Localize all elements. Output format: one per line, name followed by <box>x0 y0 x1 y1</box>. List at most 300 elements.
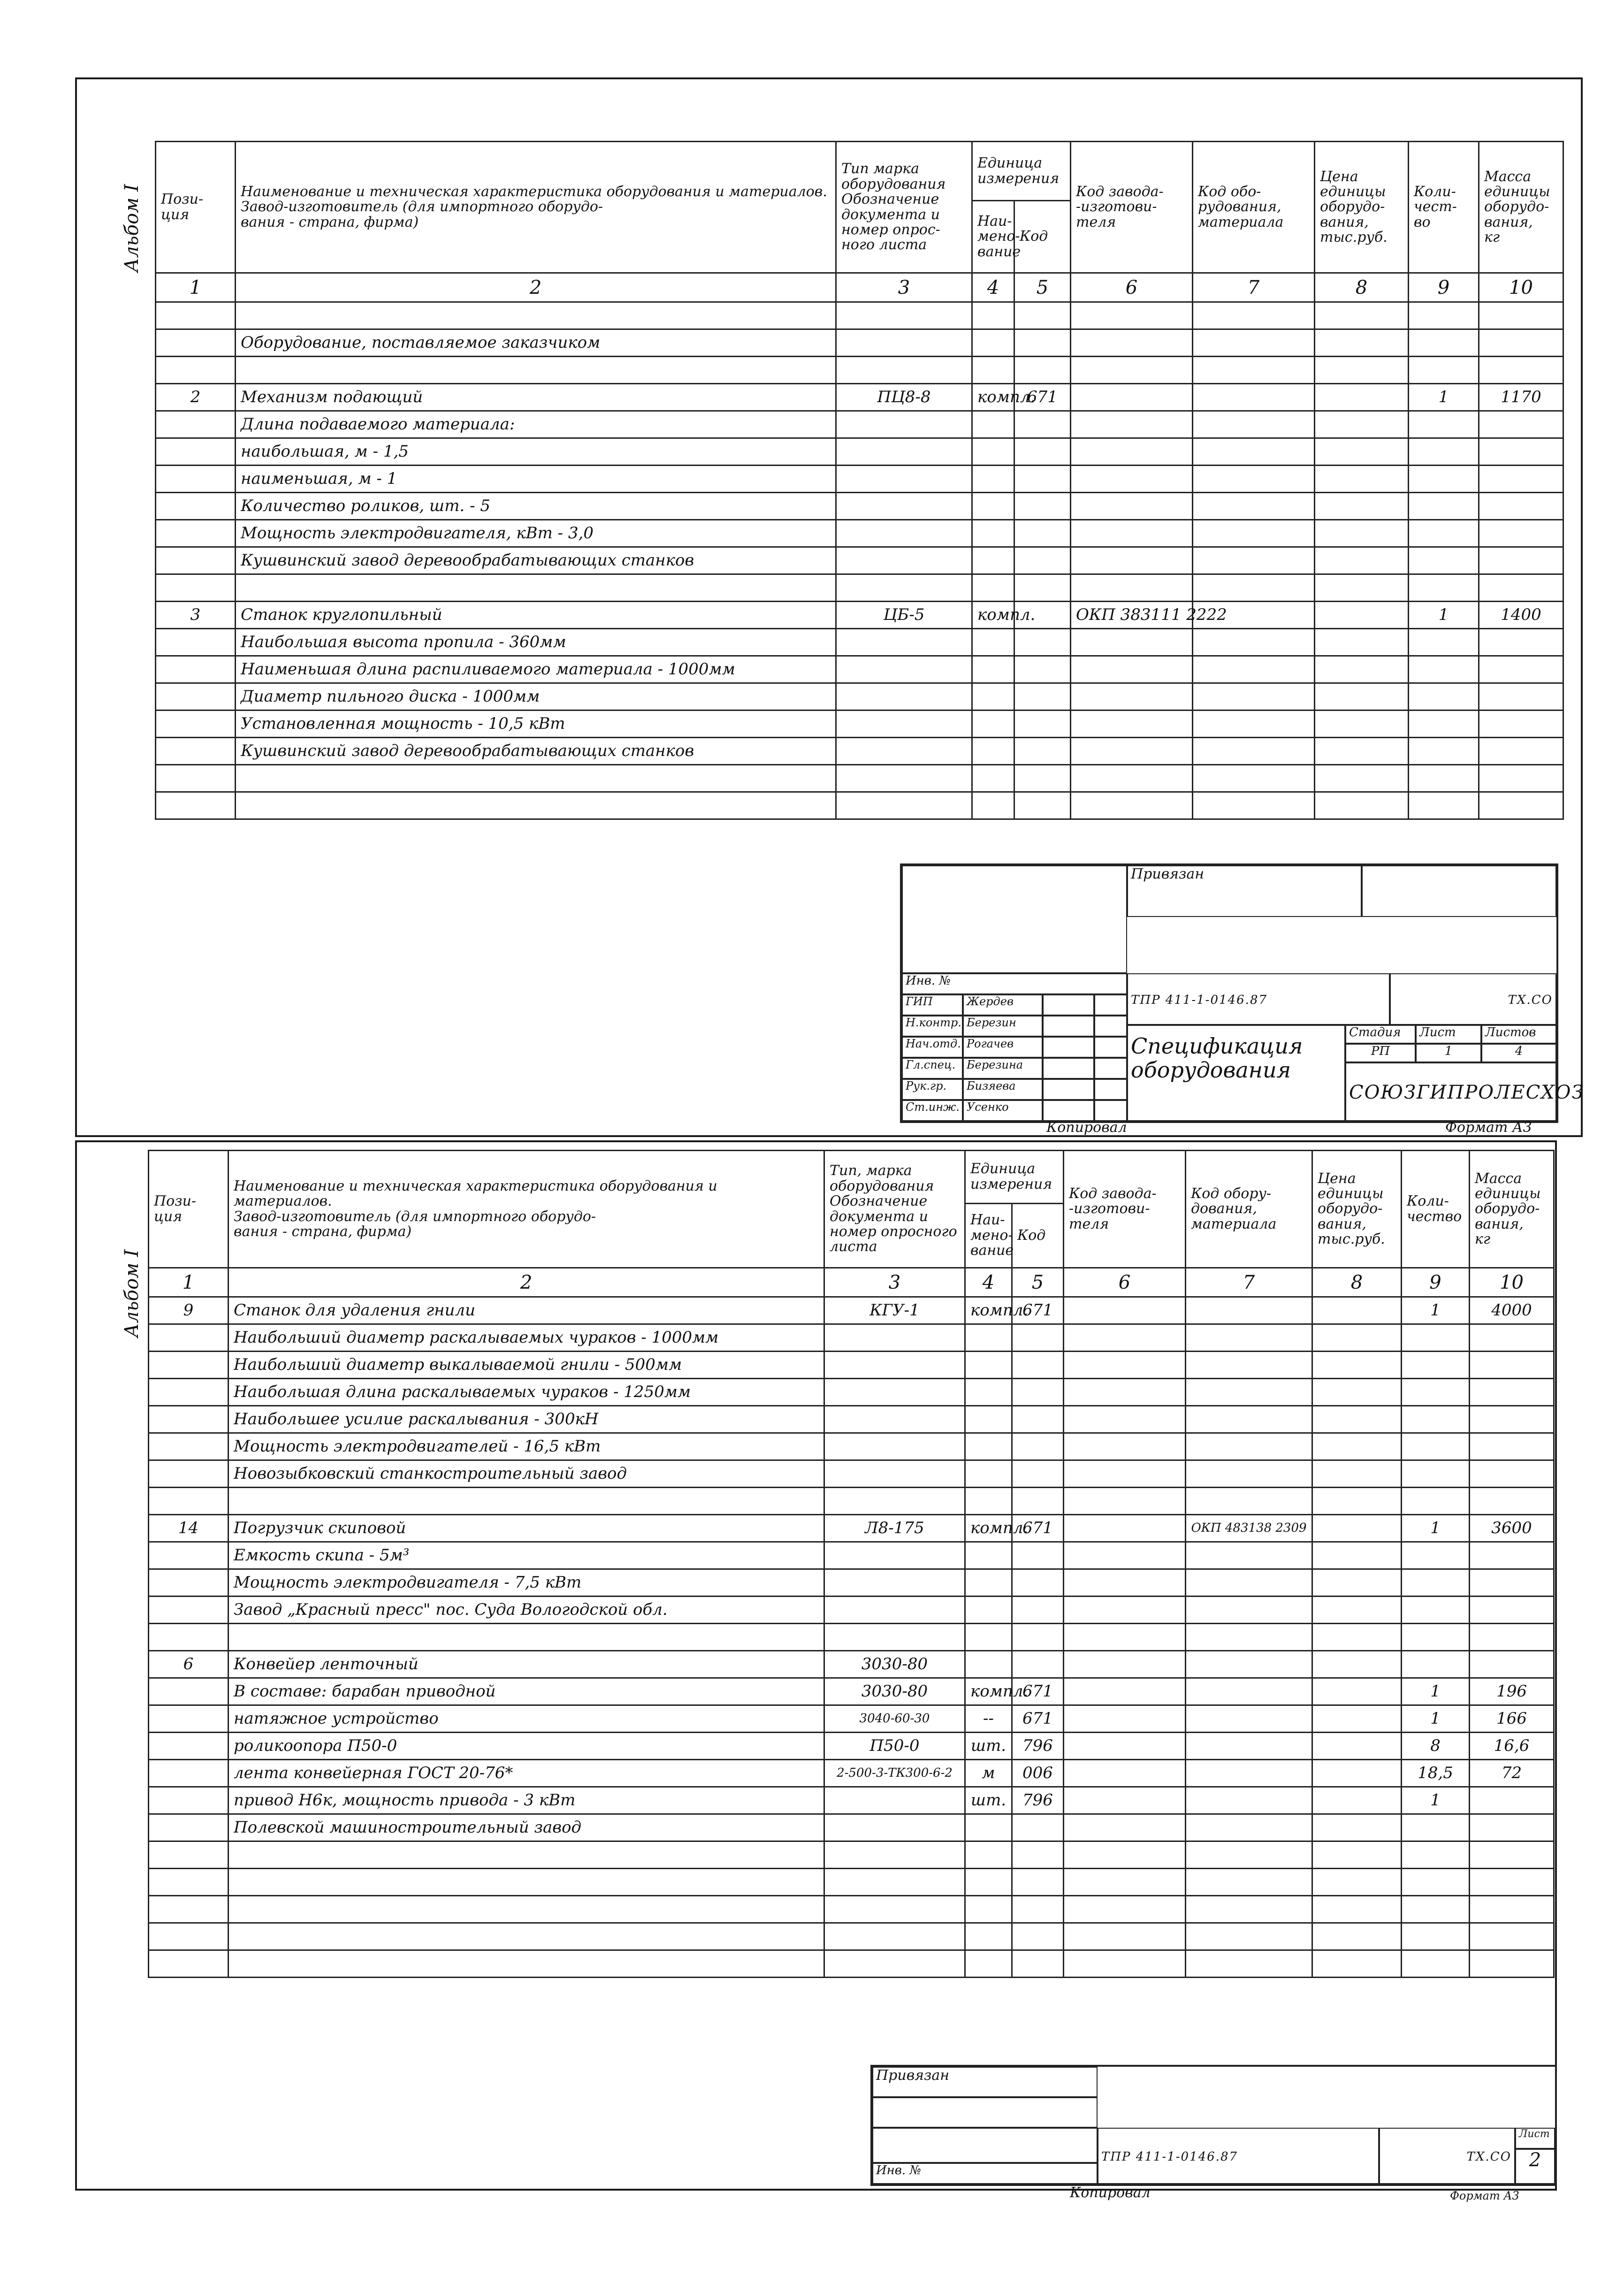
table-cell: 3030-80 <box>824 1651 965 1678</box>
table-cell: 671 <box>1012 1515 1064 1542</box>
table-cell: Кушвинский завод деревообрабатывающих станков <box>236 547 836 574</box>
table-cell: Погрузчик скиповой <box>229 1515 824 1542</box>
table-cell: 1 <box>1402 1678 1470 1705</box>
table-cell <box>1479 520 1563 547</box>
table-cell <box>1312 1460 1402 1488</box>
table-cell <box>972 765 1014 792</box>
table-cell <box>1470 1460 1554 1488</box>
table-cell: 14 <box>149 1515 229 1542</box>
table-row <box>149 1324 1554 1352</box>
table-cell <box>1193 547 1315 574</box>
table-cell <box>824 1433 965 1460</box>
table-cell <box>1409 302 1479 329</box>
table-cell <box>836 710 972 738</box>
table-cell <box>824 1624 965 1651</box>
table-cell: 196 <box>1470 1678 1554 1705</box>
table-cell <box>149 1379 229 1406</box>
stamp-people <box>902 994 1127 1121</box>
table-row <box>156 493 1563 520</box>
table-cell <box>149 1760 229 1787</box>
table-cell <box>1064 1814 1186 1841</box>
table-cell <box>1012 1324 1064 1352</box>
header-cell: Единица измерения <box>965 1151 1064 1204</box>
table-cell <box>1409 574 1479 602</box>
table-cell <box>1012 1923 1064 1950</box>
table-row <box>156 438 1563 466</box>
table-cell: наименьшая, м - 1 <box>236 466 836 493</box>
table-cell <box>1071 547 1193 574</box>
table-cell <box>1071 329 1193 357</box>
table-cell <box>1470 1433 1554 1460</box>
stamp-inv: Инв. № <box>902 973 1127 994</box>
table-row <box>149 1460 1554 1488</box>
table-cell <box>1186 1896 1312 1923</box>
table-cell <box>149 1950 229 1978</box>
table-cell <box>1409 683 1479 710</box>
table-cell <box>1071 656 1193 683</box>
table-cell <box>824 1787 965 1814</box>
column-number-row <box>149 1268 1554 1297</box>
table-cell: компл. <box>972 384 1014 411</box>
table-cell <box>1186 1352 1312 1379</box>
table-cell <box>1064 1869 1186 1896</box>
table-cell: Наибольшее усилие раскалывания - 300кН <box>229 1406 824 1433</box>
stamp-date <box>1094 1037 1127 1058</box>
table-cell: 671 <box>1012 1705 1064 1733</box>
table-cell <box>1071 411 1193 438</box>
table-cell <box>156 683 236 710</box>
table-cell <box>1012 1460 1064 1488</box>
table-cell <box>1479 738 1563 765</box>
table-cell <box>1402 1841 1470 1869</box>
table-cell <box>1071 357 1193 384</box>
table-cell: Наибольшая длина раскалываемых чураков - 1250мм <box>229 1379 824 1406</box>
table-cell <box>1479 411 1563 438</box>
table-cell <box>1312 1787 1402 1814</box>
table-cell <box>1193 683 1315 710</box>
table-cell <box>1193 302 1315 329</box>
table-cell <box>1186 1624 1312 1651</box>
table-cell <box>149 1433 229 1460</box>
table-cell <box>965 1651 1012 1678</box>
table-cell <box>1402 1950 1470 1978</box>
table-cell <box>1402 1352 1470 1379</box>
sheet-1-copied: Копировал <box>1046 1119 1127 1136</box>
table-cell <box>156 547 236 574</box>
table-cell <box>1186 1597 1312 1624</box>
table-cell <box>972 629 1014 656</box>
table-cell <box>229 1869 824 1896</box>
table-cell: Наименьшая длина распиливаемого материала - 1000мм <box>236 656 836 683</box>
header-cell: Цена единицы оборудо-вания, тыс.руб. <box>1315 142 1409 273</box>
table-cell <box>1186 1324 1312 1352</box>
table-cell <box>1479 357 1563 384</box>
header-cell: Тип, марка оборудования Обозначение документа и номер опросного листа <box>824 1151 965 1268</box>
table-cell: компл. <box>965 1678 1012 1705</box>
table-row <box>149 1678 1554 1705</box>
table-cell <box>1312 1896 1402 1923</box>
table-cell <box>156 574 236 602</box>
table-cell: 3600 <box>1470 1515 1554 1542</box>
table-cell <box>149 1324 229 1352</box>
table-row <box>149 1787 1554 1814</box>
table-row <box>156 302 1563 329</box>
column-number: 1 <box>149 1268 229 1297</box>
table-cell <box>1402 1597 1470 1624</box>
table-cell <box>1186 1460 1312 1488</box>
table-cell <box>965 1433 1012 1460</box>
stamp-date <box>1094 1079 1127 1100</box>
table-cell <box>836 302 972 329</box>
table-cell: ОКП 383111 2222 <box>1071 602 1193 629</box>
table-cell <box>229 1950 824 1978</box>
stamp-privyazan: Привязан <box>1127 865 1362 917</box>
table-cell <box>1315 329 1409 357</box>
header-subcell: Наи- мено- вание <box>965 1203 1012 1268</box>
column-number-row <box>156 273 1563 302</box>
table-cell <box>972 357 1014 384</box>
stamp-signature <box>1043 1016 1094 1037</box>
table-cell <box>1479 547 1563 574</box>
stamp-stage-label: Стадия <box>1345 1025 1416 1044</box>
table-cell <box>1064 1733 1186 1760</box>
table-cell <box>824 1869 965 1896</box>
table-cell <box>1071 520 1193 547</box>
table-cell <box>1071 765 1193 792</box>
table-cell <box>836 765 972 792</box>
table-cell <box>836 629 972 656</box>
table-cell <box>1071 792 1193 819</box>
table-cell <box>1409 329 1479 357</box>
stamp-sheets: 4 <box>1481 1044 1556 1062</box>
table-cell <box>836 493 972 520</box>
table-cell <box>1409 493 1479 520</box>
column-number: 4 <box>965 1268 1012 1297</box>
table-cell <box>965 1460 1012 1488</box>
header-subcell: Наи- мено- вание <box>972 201 1014 273</box>
stamp-role: Н.контр. <box>902 1016 963 1037</box>
table-row <box>149 1950 1554 1978</box>
table-cell <box>1186 1950 1312 1978</box>
column-number: 6 <box>1071 273 1193 302</box>
table-cell: Конвейер ленточный <box>229 1651 824 1678</box>
table-row <box>149 1379 1554 1406</box>
sheet-2-copied: Копировал <box>1070 2185 1151 2201</box>
table-cell <box>1014 629 1071 656</box>
table-cell <box>1470 1814 1554 1841</box>
table-cell <box>1014 710 1071 738</box>
table-cell <box>156 520 236 547</box>
table-cell <box>1186 1297 1312 1324</box>
table-cell <box>1186 1488 1312 1515</box>
table-cell: роликоопора П50-0 <box>229 1733 824 1760</box>
table-cell: 9 <box>149 1297 229 1324</box>
header-cell: Масса единицы оборудо-вания, кг <box>1479 142 1563 273</box>
table-cell <box>1071 629 1193 656</box>
table-cell <box>1071 438 1193 466</box>
table-cell <box>965 1569 1012 1597</box>
column-number: 4 <box>972 273 1014 302</box>
table-row <box>149 1542 1554 1569</box>
table-cell: Мощность электродвигателя - 7,5 кВт <box>229 1569 824 1597</box>
table-cell <box>824 1488 965 1515</box>
table-cell <box>1315 656 1409 683</box>
table-cell <box>1312 1569 1402 1597</box>
table-cell <box>965 1597 1012 1624</box>
table-row <box>156 656 1563 683</box>
stamp-org: СОЮЗГИПРОЛЕСХОЗ <box>1345 1062 1556 1121</box>
stamp2-inv: Инв. № <box>872 2163 1098 2184</box>
table-cell <box>149 1597 229 1624</box>
table-cell <box>836 738 972 765</box>
table-cell <box>149 1460 229 1488</box>
table-cell <box>236 357 836 384</box>
column-number: 10 <box>1479 273 1563 302</box>
table-cell: 2-500-3-ТК300-6-2 <box>824 1760 965 1787</box>
table-cell <box>972 656 1014 683</box>
table-cell <box>1312 1406 1402 1433</box>
table-row <box>149 1624 1554 1651</box>
table-cell <box>1409 629 1479 656</box>
table-cell <box>1402 1488 1470 1515</box>
table-cell <box>1012 1433 1064 1460</box>
table-cell <box>965 1379 1012 1406</box>
table-cell <box>1064 1678 1186 1705</box>
table-cell: компл. <box>965 1515 1012 1542</box>
table-row <box>156 738 1563 765</box>
table-cell <box>149 1624 229 1651</box>
table-cell <box>156 792 236 819</box>
table-cell: Наибольшая высота пропила - 360мм <box>236 629 836 656</box>
stamp-signature <box>1043 994 1094 1016</box>
table-cell <box>1014 683 1071 710</box>
header-cell: Коли- чест- во <box>1409 142 1479 273</box>
table-cell <box>1312 1869 1402 1896</box>
table-cell <box>836 574 972 602</box>
table-cell: привод Н6к, мощность привода - 3 кВт <box>229 1787 824 1814</box>
table-cell <box>1479 629 1563 656</box>
table-cell <box>149 1896 229 1923</box>
table-cell <box>1402 1324 1470 1352</box>
table-cell <box>1193 629 1315 656</box>
stamp-date <box>1094 994 1127 1016</box>
column-number: 8 <box>1315 273 1409 302</box>
header-cell: Код завода- -изготови- теля <box>1071 142 1193 273</box>
table-cell: Механизм подающий <box>236 384 836 411</box>
table-row <box>149 1488 1554 1515</box>
table-cell <box>1064 1624 1186 1651</box>
table-cell <box>1479 792 1563 819</box>
table-cell <box>1193 520 1315 547</box>
table-cell <box>156 493 236 520</box>
table-cell <box>1012 1651 1064 1678</box>
table-cell <box>1012 1379 1064 1406</box>
table-cell: ОКП 483138 2309 <box>1186 1515 1312 1542</box>
table-cell: 796 <box>1012 1733 1064 1760</box>
table-cell <box>1186 1651 1312 1678</box>
table-cell <box>1193 493 1315 520</box>
table-cell: шт. <box>965 1733 1012 1760</box>
table-cell <box>1409 466 1479 493</box>
table-cell <box>1186 1569 1312 1597</box>
table-cell <box>1470 1569 1554 1597</box>
header-cell: Код обору- дования, материала <box>1186 1151 1312 1268</box>
table-cell: Станок для удаления гнили <box>229 1297 824 1324</box>
column-number: 7 <box>1186 1268 1312 1297</box>
table-row <box>149 1297 1554 1324</box>
table-cell <box>836 466 972 493</box>
table-cell <box>1470 1651 1554 1678</box>
header-cell: Наименование и техническая характеристика оборудования и материалов. Завод-изготовитель (для импортного оборудо- вания - страна, фирма) <box>229 1151 824 1268</box>
table-cell <box>965 1624 1012 1651</box>
table-cell: 1170 <box>1479 384 1563 411</box>
table-cell <box>1470 1896 1554 1923</box>
table-cell <box>824 1542 965 1569</box>
table-cell: В составе: барабан приводной <box>229 1678 824 1705</box>
table-cell <box>156 466 236 493</box>
table-row <box>156 329 1563 357</box>
table-cell <box>1064 1433 1186 1460</box>
table-cell: КГУ-1 <box>824 1297 965 1324</box>
table-cell: 18,5 <box>1402 1760 1470 1787</box>
table-row <box>149 1705 1554 1733</box>
table-cell <box>236 574 836 602</box>
table-cell <box>1312 1841 1402 1869</box>
table-cell <box>149 1488 229 1515</box>
table-cell <box>1064 1515 1186 1542</box>
sheet-1-title-block <box>900 863 1585 1123</box>
table-cell: ЦБ-5 <box>836 602 972 629</box>
column-number: 2 <box>229 1268 824 1297</box>
table-cell <box>1071 574 1193 602</box>
table-cell: Завод „Красный пресс" пос. Суда Вологодской обл. <box>229 1597 824 1624</box>
table-cell <box>1470 1324 1554 1352</box>
table-cell <box>1312 1324 1402 1352</box>
table-cell <box>1064 1460 1186 1488</box>
table-cell <box>149 1678 229 1705</box>
table-cell <box>1402 1814 1470 1841</box>
table-cell <box>236 792 836 819</box>
table-cell <box>1312 1542 1402 1569</box>
table-cell <box>1064 1324 1186 1352</box>
table-cell <box>156 302 236 329</box>
header-cell: Код завода- -изготови- теля <box>1064 1151 1186 1268</box>
table-cell <box>149 1705 229 1733</box>
table-cell <box>836 411 972 438</box>
table-cell: 671 <box>1012 1297 1064 1324</box>
table-cell: Емкость скипа - 5м³ <box>229 1542 824 1569</box>
table-cell <box>1312 1433 1402 1460</box>
table-cell <box>1186 1923 1312 1950</box>
table-row <box>149 1841 1554 1869</box>
column-number: 9 <box>1402 1268 1470 1297</box>
table-cell <box>156 710 236 738</box>
sheet-1-album-label: Альбом I <box>121 184 143 272</box>
table-cell: 3040-60-30 <box>824 1705 965 1733</box>
stamp-role: Нач.отд. <box>902 1037 963 1058</box>
table-cell <box>156 411 236 438</box>
table-cell <box>1064 1841 1186 1869</box>
table-cell: 72 <box>1470 1760 1554 1787</box>
table-cell <box>229 1841 824 1869</box>
table-cell <box>1186 1705 1312 1733</box>
table-cell <box>1064 1297 1186 1324</box>
table-cell <box>972 574 1014 602</box>
table-cell <box>1315 466 1409 493</box>
table-cell <box>1402 1651 1470 1678</box>
header-row <box>156 142 1563 201</box>
table-cell <box>229 1624 824 1651</box>
header-subcell: Код <box>1012 1203 1064 1268</box>
stamp-role: Рук.гр. <box>902 1079 963 1100</box>
stamp2-mark: ТХ.СО <box>1379 2128 1515 2184</box>
table-cell <box>1479 329 1563 357</box>
table-cell <box>1470 1869 1554 1896</box>
header-cell: Пози- ция <box>149 1151 229 1268</box>
table-cell <box>1071 302 1193 329</box>
table-cell <box>1071 710 1193 738</box>
table-cell <box>1315 629 1409 656</box>
table-cell <box>156 765 236 792</box>
table-cell <box>836 438 972 466</box>
table-cell <box>1014 547 1071 574</box>
table-cell <box>236 765 836 792</box>
table-cell <box>824 1841 965 1869</box>
table-cell <box>836 329 972 357</box>
header-cell: Тип марка оборудования Обозначение документа и номер опрос-ного листа <box>836 142 972 273</box>
table-cell <box>1186 1433 1312 1460</box>
table-cell: 1 <box>1409 602 1479 629</box>
stamp-person: Бизяева <box>963 1079 1043 1100</box>
table-cell <box>1315 547 1409 574</box>
table-cell <box>1064 1352 1186 1379</box>
table-cell <box>824 1597 965 1624</box>
table-cell: 796 <box>1012 1787 1064 1814</box>
table-cell <box>1193 411 1315 438</box>
table-cell <box>1315 602 1409 629</box>
table-cell <box>1409 792 1479 819</box>
table-row <box>149 1814 1554 1841</box>
sheet-1-format: Формат А3 <box>1445 1119 1532 1136</box>
table-cell <box>836 792 972 819</box>
table-row <box>149 1896 1554 1923</box>
table-cell <box>1470 1923 1554 1950</box>
table-cell <box>1012 1841 1064 1869</box>
table-cell <box>1409 765 1479 792</box>
table-cell: 6 <box>149 1651 229 1678</box>
table-cell <box>1402 1406 1470 1433</box>
table-cell <box>1064 1760 1186 1787</box>
table-cell <box>1402 1542 1470 1569</box>
table-cell <box>1479 574 1563 602</box>
table-cell: 2 <box>156 384 236 411</box>
table-cell <box>972 438 1014 466</box>
stamp-date <box>1094 1100 1127 1121</box>
table-cell <box>972 302 1014 329</box>
table-cell <box>1012 1597 1064 1624</box>
table-cell <box>1186 1406 1312 1433</box>
header-cell: Наименование и техническая характеристика оборудования и материалов. Завод-изготовитель (для импортного оборудо- вания - страна, фирма) <box>236 142 836 273</box>
table-row <box>156 602 1563 629</box>
table-cell <box>1409 357 1479 384</box>
table-cell <box>1312 1814 1402 1841</box>
table-cell: Станок круглопильный <box>236 602 836 629</box>
table-row <box>156 357 1563 384</box>
stamp-date <box>1094 1058 1127 1079</box>
table-cell: лента конвейерная ГОСТ 20-76* <box>229 1760 824 1787</box>
stamp2-doc-code: ТПР 411-1-0146.87 <box>1098 2128 1379 2184</box>
table-cell <box>1312 1379 1402 1406</box>
